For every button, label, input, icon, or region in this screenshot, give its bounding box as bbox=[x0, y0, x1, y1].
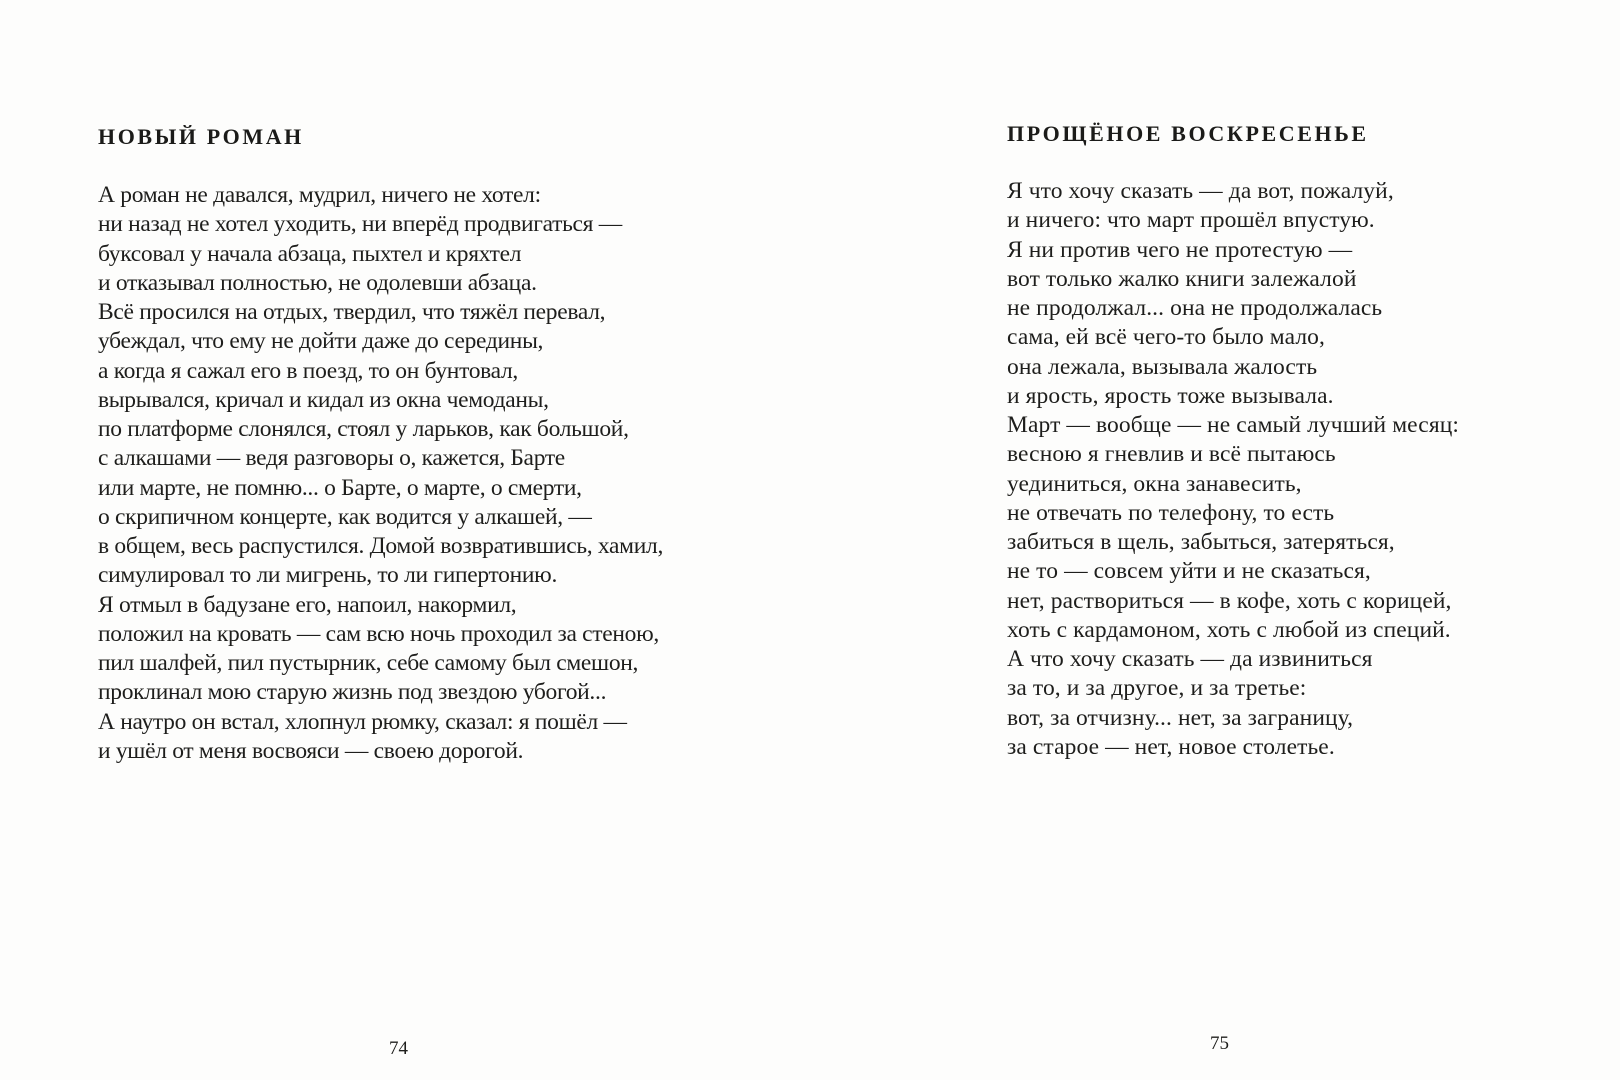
poem-line: положил на кровать — сам всю ночь проходил за стеною, bbox=[98, 620, 659, 647]
poem-line: не продолжал... она не продолжалась bbox=[1007, 295, 1383, 321]
poem-line: и ярость, ярость тоже вызывала. bbox=[1007, 382, 1334, 409]
poem-line: А что хочу сказать — да извиниться bbox=[1007, 646, 1373, 672]
poem-text bbox=[1007, 177, 1459, 762]
poem-line: и отказывал полностью, не одолевши абзаца. bbox=[98, 269, 537, 296]
poem-line: или марте, не помню... о Барте, о марте, о смерти, bbox=[98, 474, 582, 501]
poem-line: а когда я сажал его в поезд, то он бунтовал, bbox=[98, 357, 519, 384]
poem-line: убеждал, что ему не дойти даже до середины, bbox=[98, 328, 544, 355]
poem-line: за старое — нет, новое столетье. bbox=[1007, 733, 1335, 760]
poem-line: с алкашами — ведя разговоры о, кажется, Барте bbox=[98, 445, 565, 472]
poem-text bbox=[98, 181, 663, 766]
poem-line: пил шалфей, пил пустырник, себе самому был смешон, bbox=[98, 650, 639, 676]
page-number: 75 bbox=[1210, 1033, 1229, 1054]
poem-line: буксовал у начала абзаца, пыхтел и кряхтел bbox=[98, 240, 522, 267]
poem-line: ни назад не хотел уходить, ни вперёд продвигаться — bbox=[98, 211, 622, 238]
poem-line: вырывался, кричал и кидал из окна чемоданы, bbox=[98, 386, 549, 413]
poem-line: не отвечать по телефону, то есть bbox=[1007, 499, 1335, 526]
poem-line: хоть с кардамоном, хоть с любой из специй. bbox=[1007, 616, 1451, 643]
poem-line: сама, ей всё чего-то было мало, bbox=[1007, 324, 1325, 351]
poem-line: и ничего: что март прошёл впустую. bbox=[1007, 207, 1375, 234]
poem-line: и ушёл от меня восвояси — своею дорогой. bbox=[98, 737, 524, 764]
poem-line: не то — совсем уйти и не сказаться, bbox=[1007, 558, 1371, 585]
poem-line: Я ни против чего не протестую — bbox=[1007, 236, 1353, 263]
poem-line: забиться в щель, забыться, затеряться, bbox=[1007, 529, 1395, 555]
page-number: 74 bbox=[389, 1038, 408, 1059]
poem-line: Я отмыл в бадузане его, напоил, накормил, bbox=[98, 591, 517, 618]
poem-line: уединиться, окна занавесить, bbox=[1007, 470, 1302, 497]
poem-line: Я что хочу сказать — да вот, пожалуй, bbox=[1007, 178, 1394, 204]
right-page bbox=[810, 0, 1620, 1080]
poem-line: симулировал то ли мигрень, то ли гипертонию. bbox=[98, 562, 558, 589]
poem-line: о скрипичном концерте, как водится у алкашей, — bbox=[98, 503, 592, 530]
poem-line: Март — вообще — не самый лучший месяц: bbox=[1007, 412, 1460, 438]
poem-line: А роман не давался, мудрил, ничего не хотел: bbox=[98, 182, 541, 208]
poem-line: вот только жалко книги залежалой bbox=[1007, 265, 1357, 292]
poem-title: НОВЫЙ РОМАН bbox=[98, 124, 304, 149]
poem-line: А наутро он встал, хлопнул рюмку, сказал: я пошёл — bbox=[98, 708, 627, 735]
poem-line: нет, раствориться — в кофе, хоть с корицей, bbox=[1007, 587, 1452, 614]
poem-line: Всё просился на отдых, твердил, что тяжёл перевал, bbox=[98, 299, 606, 325]
poem-line: за то, и за другое, и за третье: bbox=[1007, 675, 1307, 702]
poem-line: проклинал мою старую жизнь под звездою убогой... bbox=[98, 679, 607, 706]
poem-line: по платформе слонялся, стоял у ларьков, как большой, bbox=[98, 416, 629, 442]
poem-line: весною я гневлив и всё пытаюсь bbox=[1007, 441, 1336, 468]
poem-line: она лежала, вызывала жалость bbox=[1007, 353, 1318, 380]
poem-line: в общем, весь распустился. Домой возвратившись, хамил, bbox=[98, 533, 664, 559]
poem-title: ПРОЩЁНОЕ ВОСКРЕСЕНЬЕ bbox=[1007, 121, 1369, 146]
poem-line: вот, за отчизну... нет, за заграницу, bbox=[1007, 704, 1354, 731]
